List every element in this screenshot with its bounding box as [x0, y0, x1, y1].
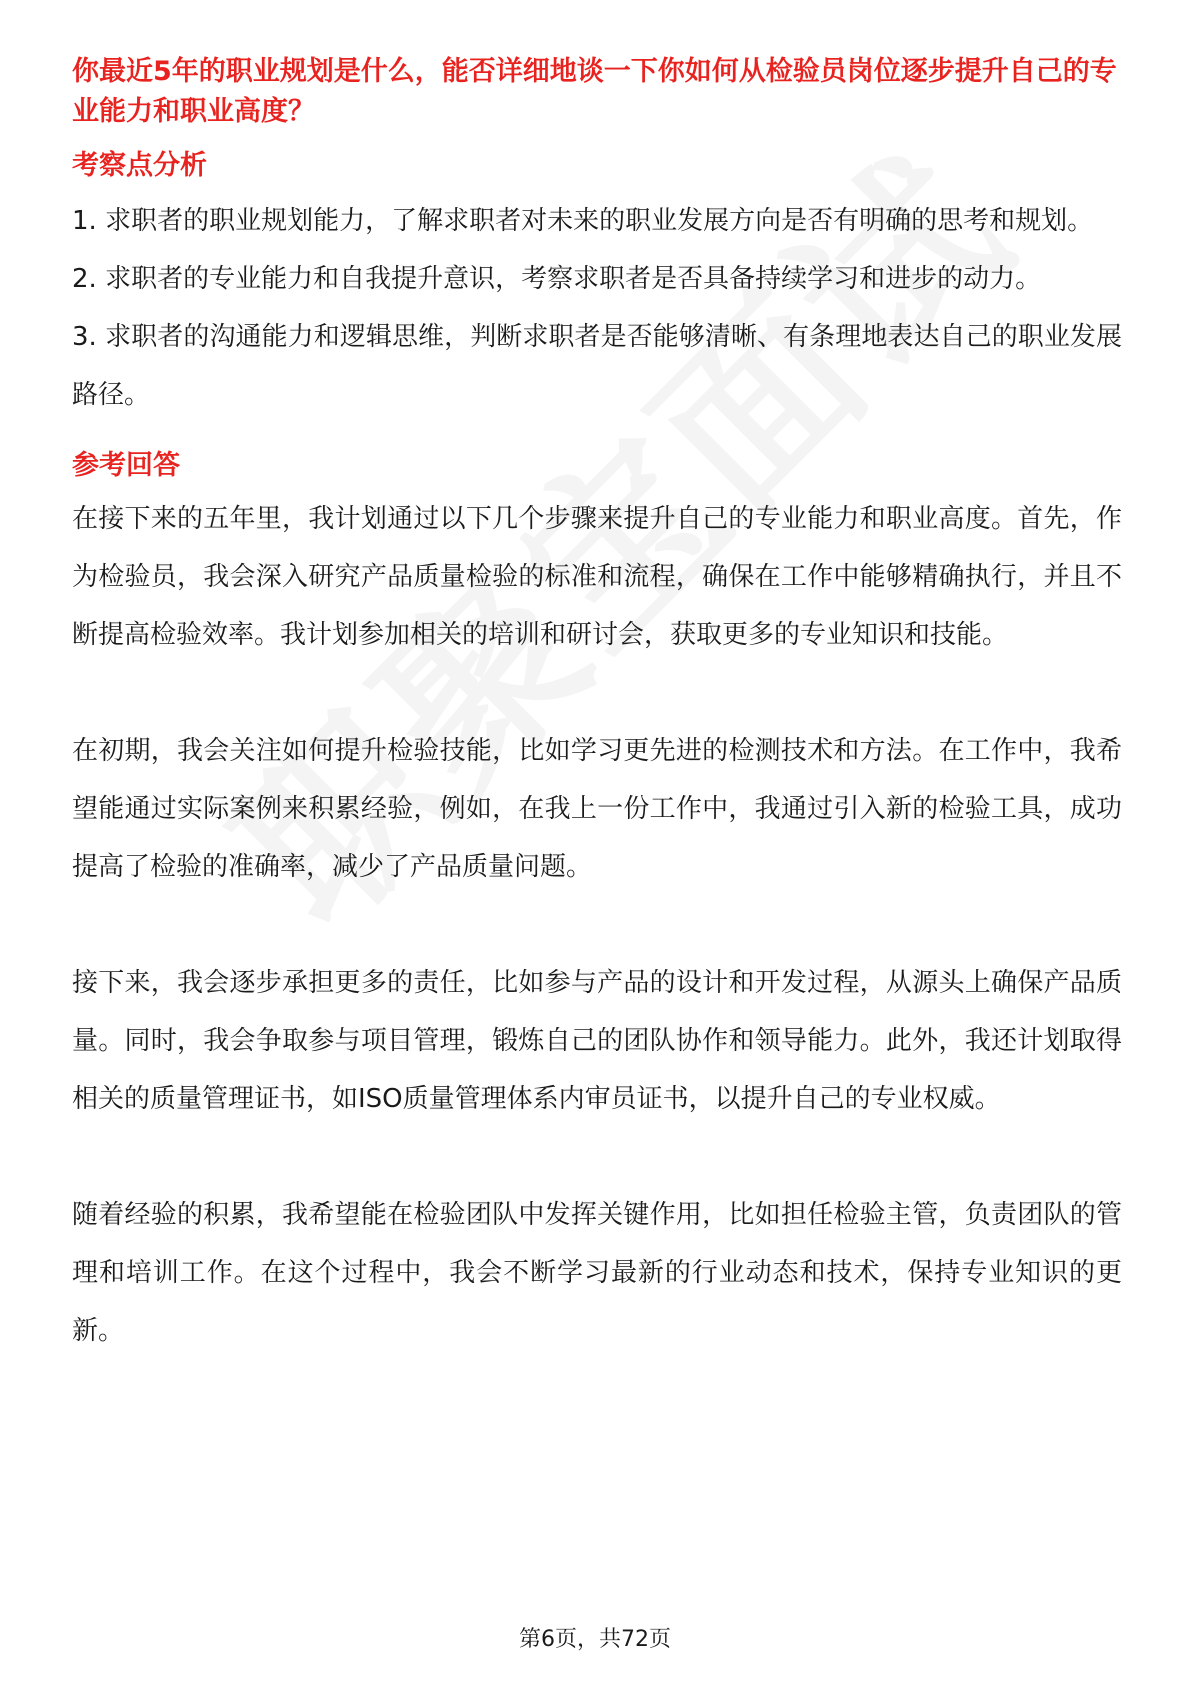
answer-title: 参考回答	[72, 450, 180, 481]
analysis-title: 考察点分析	[72, 150, 207, 181]
paragraph-gap	[72, 896, 1122, 954]
paragraph-gap	[72, 1128, 1122, 1186]
analysis-point: 2. 求职者的专业能力和自我提升意识，考察求职者是否具备持续学习和进步的动力。	[72, 264, 1042, 294]
question-heading: 你最近5年的职业规划是什么，能否详细地谈一下你如何从检验员岗位逐步提升自己的专业能力和职业高度？	[72, 56, 1117, 127]
analysis-point: 1. 求职者的职业规划能力，了解求职者对未来的职业发展方向是否有明确的思考和规划。	[72, 206, 1094, 236]
answer-paragraph: 随着经验的积累，我希望能在检验团队中发挥关键作用，比如担任检验主管，负责团队的管理和培训工作。在这个过程中，我会不断学习最新的行业动态和技术，保持专业知识的更新。	[72, 1200, 1122, 1346]
page-content	[72, 52, 1122, 1360]
answer-paragraph: 在初期，我会关注如何提升检验技能，比如学习更先进的检测技术和方法。在工作中，我希望能通过实际案例来积累经验，例如，在我上一份工作中，我通过引入新的检验工具，成功提高了检验的准确率，减少了产品质量问题。	[72, 736, 1122, 882]
paragraph-gap	[72, 664, 1122, 722]
page-number: 第6页，共72页	[519, 1627, 671, 1652]
answer-paragraph: 接下来，我会逐步承担更多的责任，比如参与产品的设计和开发过程，从源头上确保产品质量。同时，我会争取参与项目管理，锻炼自己的团队协作和领导能力。此外，我还计划取得相关的质量管理证书，如ISO质量管理体系内审员证书，以提升自己的专业权威。	[72, 968, 1122, 1114]
answer-paragraph: 在接下来的五年里，我计划通过以下几个步骤来提升自己的专业能力和职业高度。首先，作为检验员，我会深入研究产品质量检验的标准和流程，确保在工作中能够精确执行，并且不断提高检验效率。我计划参加相关的培训和研讨会，获取更多的专业知识和技能。	[72, 504, 1122, 650]
analysis-point: 3. 求职者的沟通能力和逻辑思维，判断求职者是否能够清晰、有条理地表达自己的职业发展路径。	[72, 322, 1122, 410]
analysis-points	[72, 192, 1122, 424]
answer-body	[72, 490, 1122, 1360]
